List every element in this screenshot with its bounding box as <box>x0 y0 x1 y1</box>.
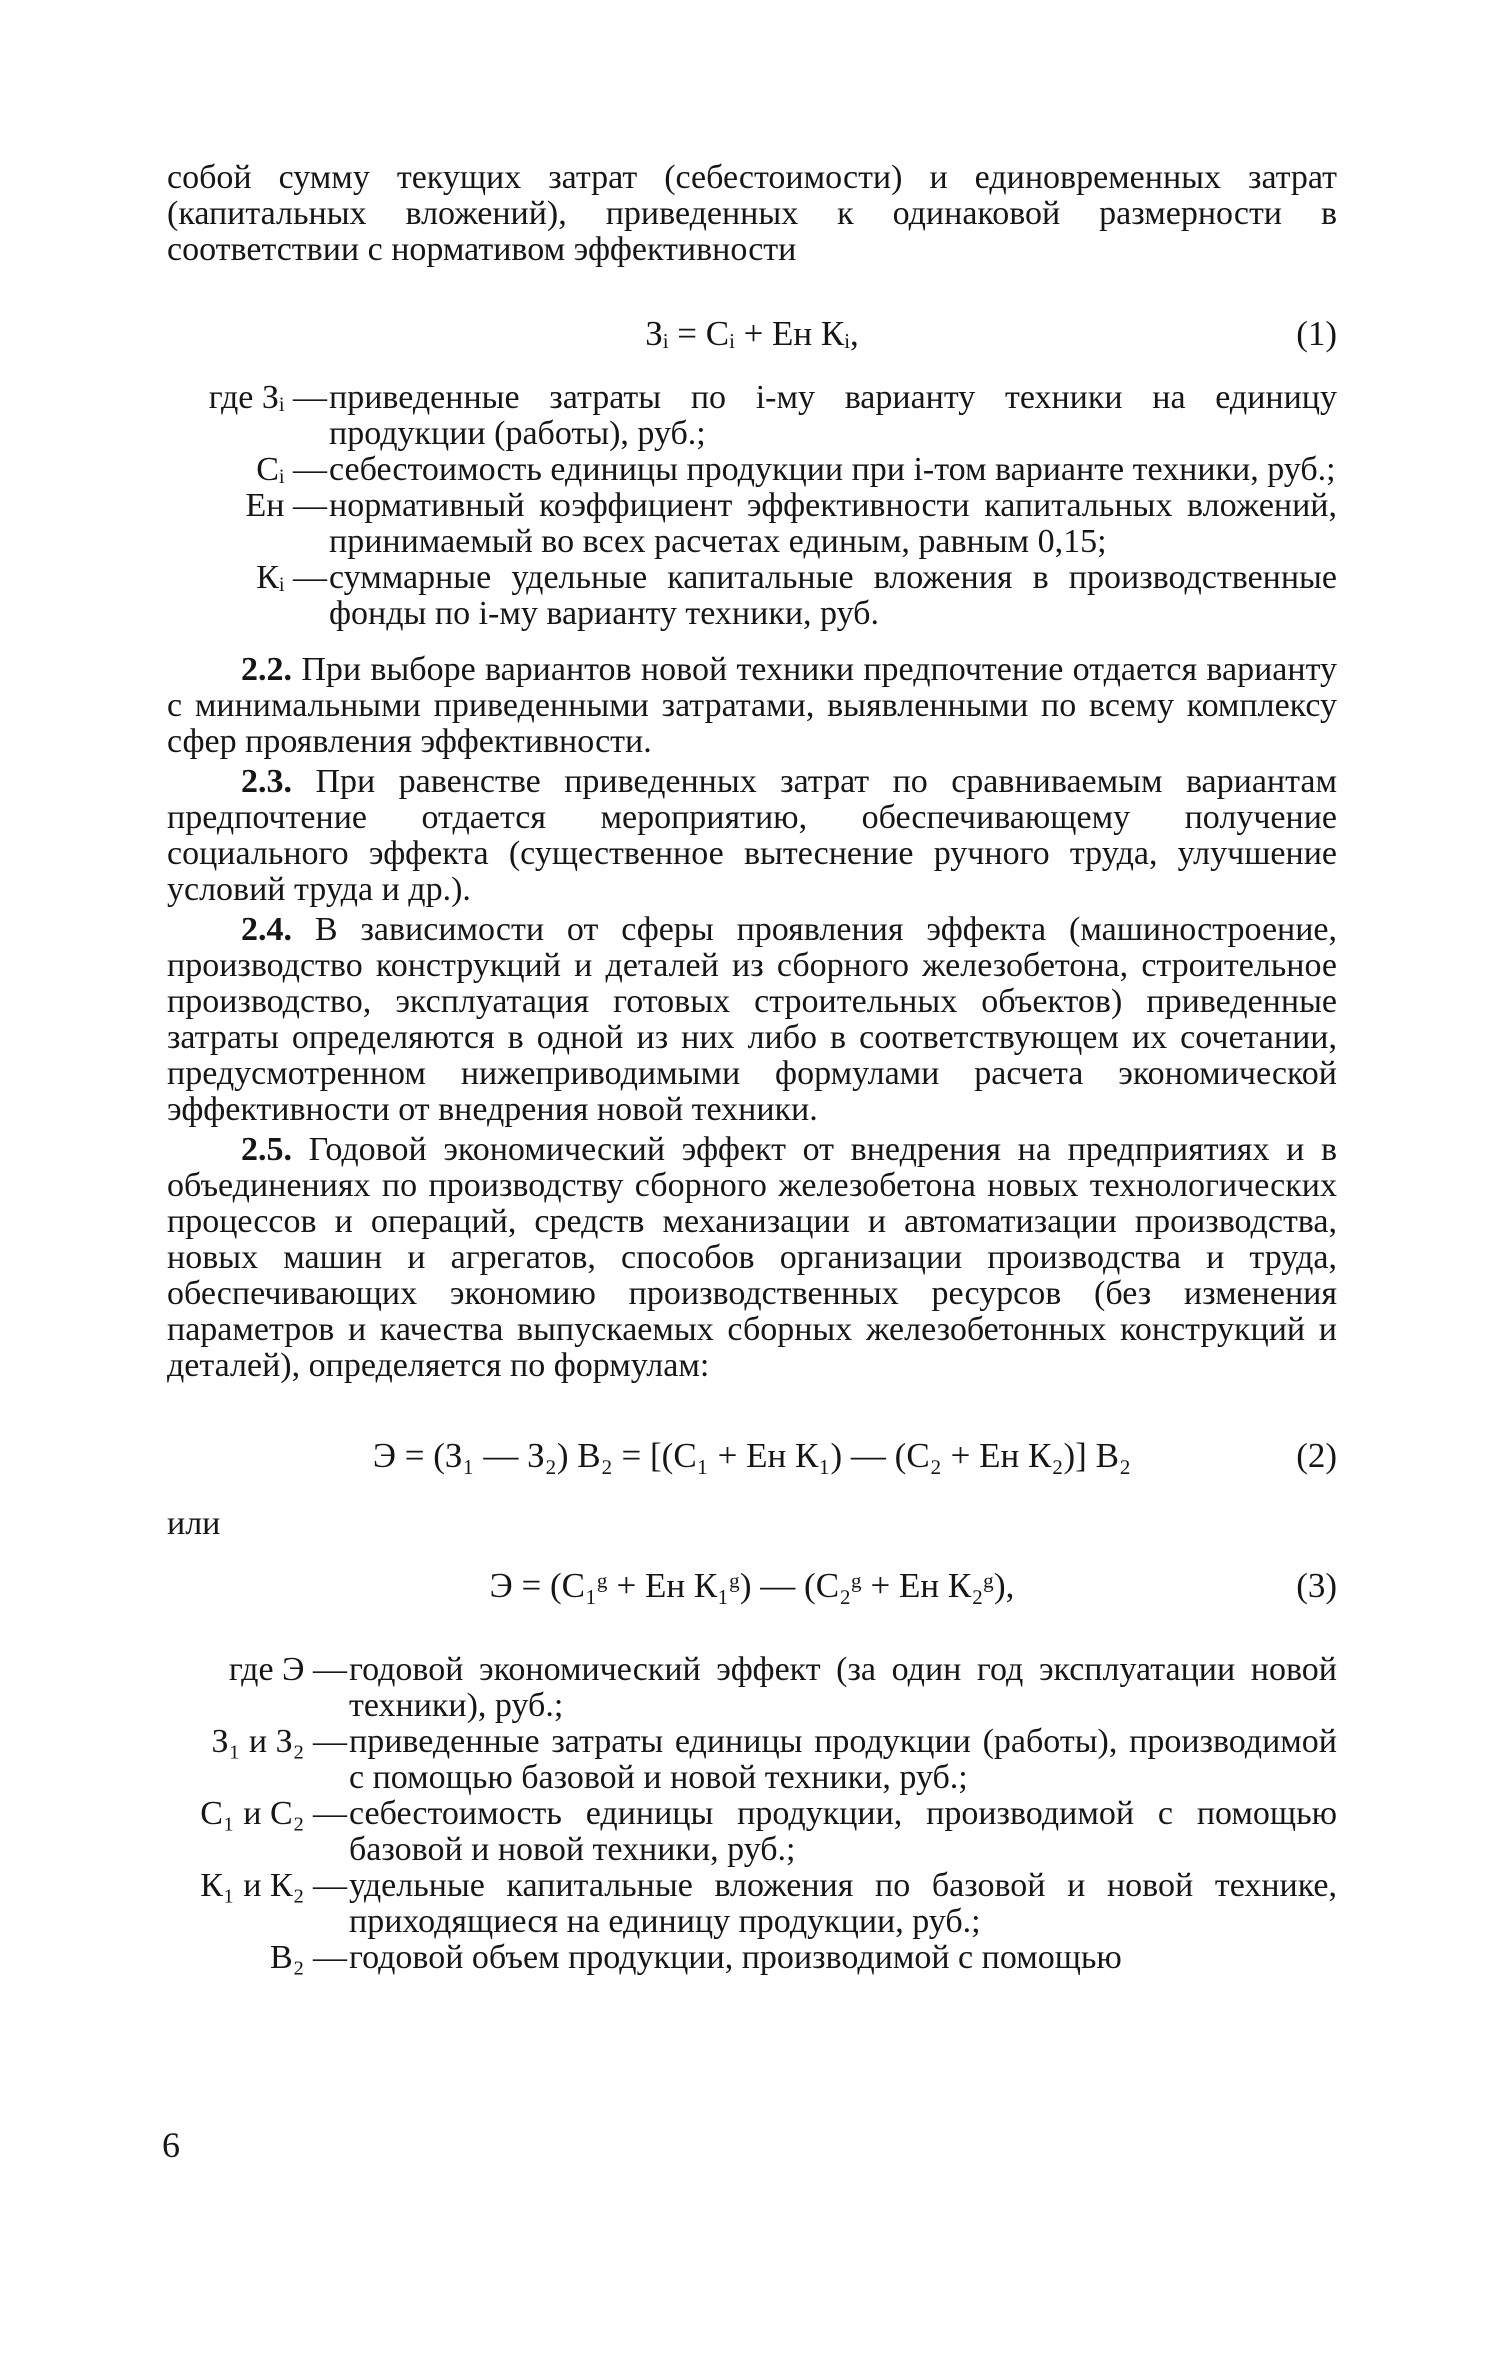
definition-item <box>167 1796 1337 1868</box>
paragraph-2-4 <box>167 912 1337 1128</box>
definition-item <box>167 1652 1337 1724</box>
paragraph-number: 2.2. <box>241 651 292 688</box>
page-number: 6 <box>162 2125 180 2165</box>
definitions-list-2 <box>167 1652 1337 1976</box>
definition-item <box>167 1724 1337 1796</box>
paragraph-2-5 <box>167 1132 1337 1384</box>
definition-text: годовой объем продукции, производимой с помощью <box>349 1939 1122 1976</box>
definition-term: где Зᵢ — <box>208 379 327 416</box>
paragraph-2-3 <box>167 764 1337 908</box>
definition-text: нормативный коэффициент эффективности капитальных вложений, принимаемый во всех расчетах единым, равным 0,15; <box>329 487 1337 560</box>
definitions-list-1 <box>167 380 1337 632</box>
page-content <box>167 160 1337 1976</box>
formula-1 <box>167 312 1337 356</box>
definition-term: где Э — <box>228 1651 347 1688</box>
definition-term: Сᵢ — <box>256 451 327 488</box>
definition-term: З₁ и З₂ — <box>211 1723 347 1760</box>
definition-term: В₂ — <box>269 1939 347 1976</box>
paragraph-text: В зависимости от сферы проявления эффекта (машиностроение, производство конструкций и деталей из сборного железобетона, строительное производство, эксплуатация готовых строительных объектов) приведенные затраты определяются в одной из них либо в соответствующем их сочетании, предусмотренном нижеприводимыми формулами расчета экономической эффективности от внедрения новой техники. <box>167 911 1338 1128</box>
formula-3 <box>167 1564 1337 1608</box>
paragraph-number: 2.4. <box>241 911 292 948</box>
definition-text: удельные капитальные вложения по базовой и новой технике, приходящиеся на единицу продукции, руб.; <box>349 1867 1337 1940</box>
definition-term: Кᵢ — <box>256 559 327 596</box>
definition-text: приведенные затраты по i-му варианту техники на единицу продукции (работы), руб.; <box>329 379 1337 452</box>
definition-text: годовой экономический эффект (за один год эксплуатации новой техники), руб.; <box>349 1651 1337 1724</box>
paragraph-text: При выборе вариантов новой техники предпочтение отдается варианту с минимальными приведенными затратами, выявленными по всему комплексу сфер проявления эффективности. <box>167 651 1337 760</box>
formula-1-expression: Зᵢ = Сᵢ + Ен Кᵢ, <box>645 314 859 353</box>
paragraph-number: 2.5. <box>241 1131 292 1168</box>
paragraph-text: Годовой экономический эффект от внедрения на предприятиях и в объединениях по производству сборного железобетона новых технологических процессов и операций, средств механизации и автоматизации производства, новых машин и агрегатов, способов организации производства и труда, обеспечивающих экономию производственных ресурсов (без изменения параметров и качества выпускаемых сборных железобетонных конструкций и деталей), определяется по формулам: <box>167 1131 1338 1384</box>
definition-item <box>167 1868 1337 1940</box>
definition-item <box>167 380 1337 452</box>
definition-term: К₁ и К₂ — <box>200 1867 347 1904</box>
definition-text: себестоимость единицы продукции, производимой с помощью базовой и новой техники, руб.; <box>349 1795 1337 1868</box>
definition-text: суммарные удельные капитальные вложения в производственные фонды по i-му варианту техники, руб. <box>329 559 1337 632</box>
definition-item <box>167 488 1337 560</box>
definition-text: приведенные затраты единицы продукции (работы), производимой с помощью базовой и новой техники, руб.; <box>349 1723 1337 1796</box>
definition-item <box>167 560 1337 632</box>
formula-2-expression: Э = (З₁ — З₂) В₂ = [(С₁ + Ен К₁) — (С₂ + Ен К₂)] В₂ <box>372 1436 1132 1475</box>
formula-1-number: (1) <box>1296 314 1337 353</box>
paragraph-number: 2.3. <box>241 763 292 800</box>
or-word: или <box>167 1505 221 1542</box>
definition-term: С₁ и С₂ — <box>200 1795 347 1832</box>
definition-term: Ен — <box>245 487 327 524</box>
formula-3-expression: Э = (С₁ᵍ + Ен К₁ᵍ) — (С₂ᵍ + Ен К₂ᵍ), <box>489 1566 1015 1605</box>
paragraph-2-2 <box>167 652 1337 760</box>
formula-2-number: (2) <box>1296 1436 1337 1475</box>
formula-3-number: (3) <box>1296 1566 1337 1605</box>
definition-text: себестоимость единицы продукции при i-том варианте техники, руб.; <box>329 451 1336 488</box>
intro-paragraph: собой сумму текущих затрат (себестоимости) и единовременных затрат (капитальных вложений), приведенных к одинаковой размерности в соответствии с нормативом эффективности <box>167 159 1337 268</box>
formula-2 <box>167 1434 1337 1478</box>
definition-item <box>167 452 1337 488</box>
paragraph-text: При равенстве приведенных затрат по сравниваемым вариантам предпочтение отдается мероприятию, обеспечивающему получение социального эффекта (существенное вытеснение ручного труда, улучшение условий труда и др.). <box>167 763 1338 908</box>
definition-item <box>167 1940 1337 1976</box>
